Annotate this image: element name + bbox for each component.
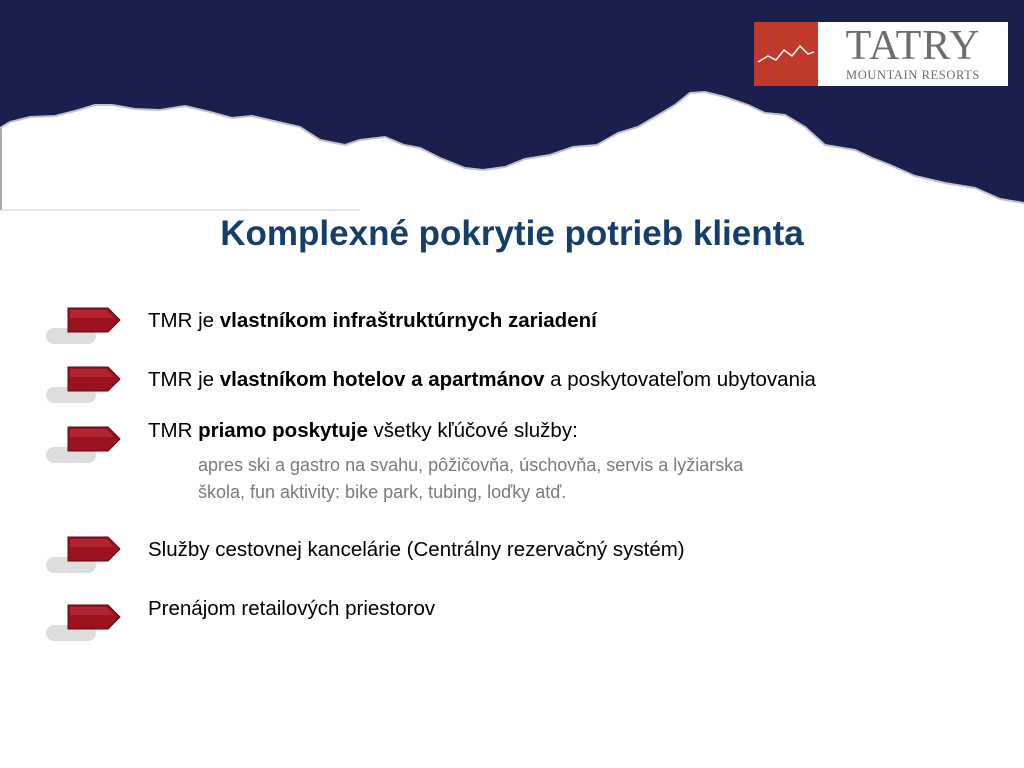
slide-title: Komplexné pokrytie potrieb klienta — [220, 214, 804, 253]
bullet-item-services — [148, 419, 578, 443]
sub-item-text: škola, fun aktivity: bike park, tubing, loďky atď. — [198, 482, 567, 502]
bullet-item-travel-agency — [148, 538, 685, 562]
services-sub-list — [198, 452, 918, 506]
bullet-item-infrastructure — [148, 309, 597, 333]
arrow-bullet-icon — [42, 597, 132, 657]
arrow-bullet-icon — [42, 419, 132, 479]
arrow-bullet-icon — [42, 300, 132, 360]
bullet-bold-text: vlastníkom hotelov a apartmánov — [219, 368, 545, 391]
logo-brand-text: TATRY — [845, 22, 981, 69]
arrow-bullet-icon — [42, 359, 132, 419]
bullet-text: Služby cestovnej kancelárie (Centrálny rezervačný systém) — [148, 538, 685, 561]
mountain-logo-icon — [754, 22, 818, 86]
bullet-text: TMR je — [148, 309, 220, 332]
bullet-bold-text: vlastníkom infraštruktúrnych zariadení — [219, 309, 597, 332]
bullet-text: TMR — [148, 419, 199, 442]
bullet-item-retail — [148, 597, 435, 621]
bullet-text: a poskytovateľom ubytovania — [544, 368, 816, 391]
logo-tagline-text: MOUNTAIN RESORTS — [846, 67, 980, 82]
sub-item-text: apres ski a gastro na svahu, pôžičovňa, úschovňa, servis a lyžiarska — [198, 455, 744, 475]
bullet-item-hotels — [148, 368, 816, 392]
company-logo — [754, 22, 1008, 86]
arrow-bullet-icon — [42, 529, 132, 589]
bullet-text: Prenájom retailových priestorov — [148, 597, 436, 620]
bullet-bold-text: priamo poskytuje — [198, 419, 368, 442]
bullet-text: TMR je — [148, 368, 220, 391]
bullet-text: všetky kľúčové služby: — [367, 419, 578, 442]
